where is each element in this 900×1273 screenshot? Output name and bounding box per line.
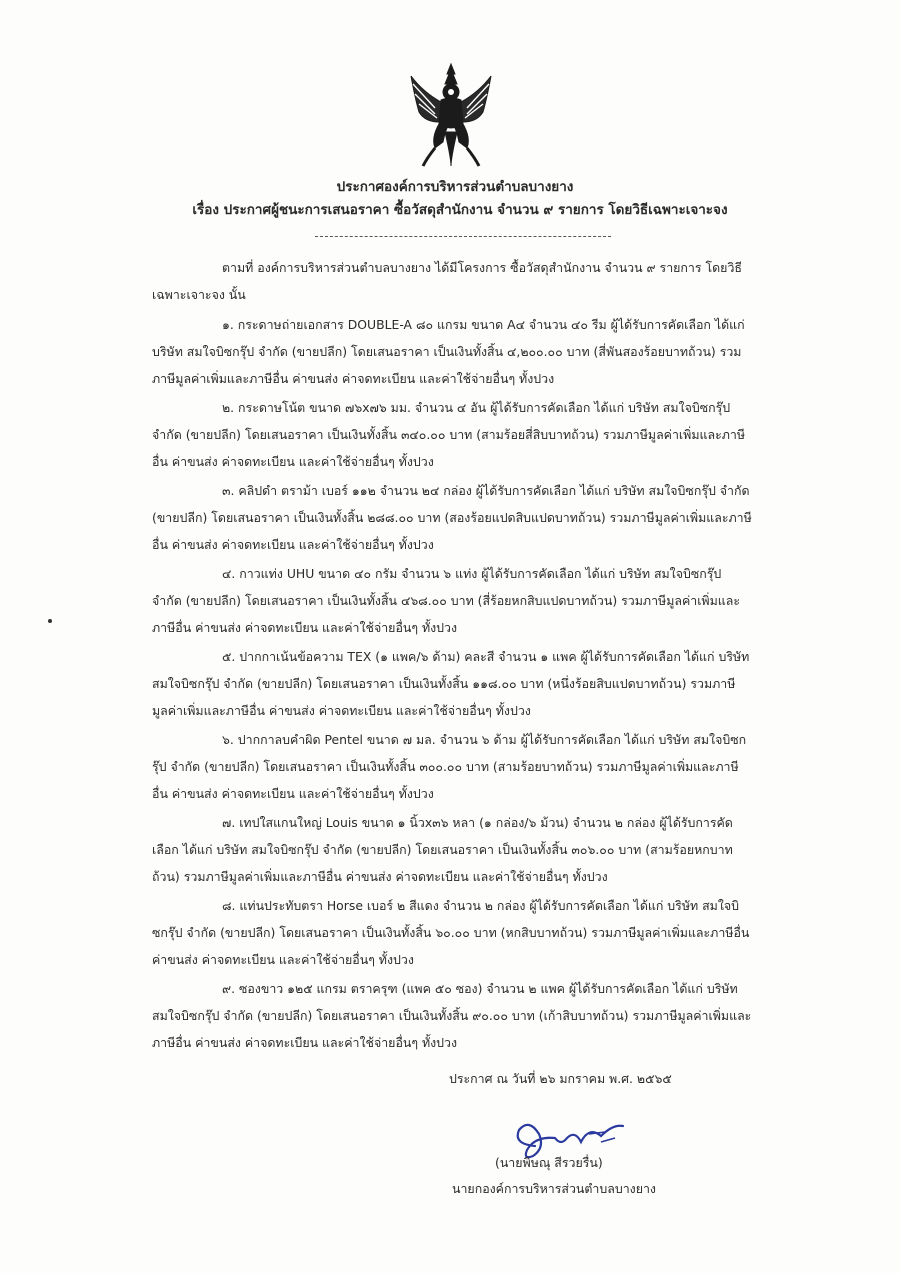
- document-body: [152, 254, 752, 1058]
- item-paragraph: ๘. แท่นประทับตรา Horse เบอร์ ๒ สีแดง จำนวน ๒ กล่อง ผู้ได้รับการคัดเลือก ได้แก่ บริษัท สมใจบิซกรุ๊ป จำกัด (ขายปลีก) โดยเสนอราคา เป็นเงินทั้งสิ้น ๖๐.๐๐ บาท (หกสิบบาทถ้วน) รวมภาษีมูลค่าเพิ่มและภาษีอื่น ค่าขนส่ง ค่าจดทะเบียน และค่าใช้จ่ายอื่นๆ ทั้งปวง: [152, 898, 750, 967]
- item-paragraph: ๕. ปากกาเน้นข้อความ TEX (๑ แพค/๖ ด้าม) คละสี จำนวน ๑ แพค ผู้ได้รับการคัดเลือก ได้แก่ บริษัท สมใจบิซกรุ๊ป จำกัด (ขายปลีก) โดยเสนอราคา เป็นเงินทั้งสิ้น ๑๑๘.๐๐ บาท (หนึ่งร้อยสิบแปดบาทถ้วน) รวมภาษีมูลค่าเพิ่มและภาษีอื่น ค่าขนส่ง ค่าจดทะเบียน และค่าใช้จ่ายอื่นๆ ทั้งปวง: [152, 649, 750, 718]
- item-paragraph: ๗. เทปใสแกนใหญ่ Louis ขนาด ๑ นิ้วx๓๖ หลา (๑ กล่อง/๖ ม้วน) จำนวน ๒ กล่อง ผู้ได้รับการคัดเลือก ได้แก่ บริษัท สมใจบิซกรุ๊ป จำกัด (ขายปลีก) โดยเสนอราคา เป็นเงินทั้งสิ้น ๓๐๖.๐๐ บาท (สามร้อยหกบาทถ้วน) รวมภาษีมูลค่าเพิ่มและภาษีอื่น ค่าขนส่ง ค่าจดทะเบียน และค่าใช้จ่ายอื่นๆ ทั้งปวง: [152, 815, 733, 884]
- garuda-emblem-icon: [405, 62, 497, 170]
- announcement-org-title: ประกาศองค์การบริหารส่วนตำบลบางยาง: [336, 179, 574, 195]
- intro-paragraph: ตามที่ องค์การบริหารส่วนตำบลบางยาง ได้มีโครงการ ซื้อวัสดุสำนักงาน จำนวน ๙ รายการ โดยวิธีเฉพาะเจาะจง นั้น: [152, 260, 742, 302]
- announcement-date: ประกาศ ณ วันที่ ๒๖ มกราคม พ.ศ. ๒๕๖๕: [449, 1071, 672, 1086]
- item-paragraph: ๓. คลิปดำ ตราม้า เบอร์ ๑๑๒ จำนวน ๒๔ กล่อง ผู้ได้รับการคัดเลือก ได้แก่ บริษัท สมใจบิซกรุ๊ป จำกัด (ขายปลีก) โดยเสนอราคา เป็นเงินทั้งสิ้น ๒๘๘.๐๐ บาท (สองร้อยแปดสิบแปดบาทถ้วน) รวมภาษีมูลค่าเพิ่มและภาษีอื่น ค่าขนส่ง ค่าจดทะเบียน และค่าใช้จ่ายอื่นๆ ทั้งปวง: [152, 483, 752, 552]
- header-divider: [315, 236, 611, 237]
- item-paragraph: ๖. ปากกาลบคำผิด Pentel ขนาด ๗ มล. จำนวน ๖ ด้าม ผู้ได้รับการคัดเลือก ได้แก่ บริษัท สมใจบิซกรุ๊ป จำกัด (ขายปลีก) โดยเสนอราคา เป็นเงินทั้งสิ้น ๓๐๐.๐๐ บาท (สามร้อยบาทถ้วน) รวมภาษีมูลค่าเพิ่มและภาษีอื่น ค่าขนส่ง ค่าจดทะเบียน และค่าใช้จ่ายอื่นๆ ทั้งปวง: [152, 732, 747, 801]
- item-paragraph: ๔. กาวแท่ง UHU ขนาด ๔๐ กรัม จำนวน ๖ แท่ง ผู้ได้รับการคัดเลือก ได้แก่ บริษัท สมใจบิซกรุ๊ป จำกัด (ขายปลีก) โดยเสนอราคา เป็นเงินทั้งสิ้น ๔๖๘.๐๐ บาท (สี่ร้อยหกสิบแปดบาทถ้วน) รวมภาษีมูลค่าเพิ่มและภาษีอื่น ค่าขนส่ง ค่าจดทะเบียน และค่าใช้จ่ายอื่นๆ ทั้งปวง: [152, 566, 741, 635]
- item-paragraph: ๒. กระดาษโน้ต ขนาด ๗๖x๗๖ มม. จำนวน ๔ อัน ผู้ได้รับการคัดเลือก ได้แก่ บริษัท สมใจบิซกรุ๊ป จำกัด (ขายปลีก) โดยเสนอราคา เป็นเงินทั้งสิ้น ๓๔๐.๐๐ บาท (สามร้อยสี่สิบบาทถ้วน) รวมภาษีมูลค่าเพิ่มและภาษีอื่น ค่าขนส่ง ค่าจดทะเบียน และค่าใช้จ่ายอื่นๆ ทั้งปวง: [152, 400, 746, 469]
- item-paragraph: ๑. กระดาษถ่ายเอกสาร DOUBLE-A ๘๐ แกรม ขนาด A๔ จำนวน ๔๐ รีม ผู้ได้รับการคัดเลือก ได้แก่ บริษัท สมใจบิซกรุ๊ป จำกัด (ขายปลีก) โดยเสนอราคา เป็นเงินทั้งสิ้น ๔,๒๐๐.๐๐ บาท (สี่พันสองร้อยบาทถ้วน) รวมภาษีมูลค่าเพิ่มและภาษีอื่น ค่าขนส่ง ค่าจดทะเบียน และค่าใช้จ่ายอื่นๆ ทั้งปวง: [152, 317, 745, 386]
- signer-name: (นายพิษณุ สีรวยรื่น): [495, 1155, 603, 1170]
- scan-speck: [48, 619, 52, 623]
- signer-title: นายกองค์การบริหารส่วนตำบลบางยาง: [452, 1181, 656, 1196]
- announcement-subject: เรื่อง ประกาศผู้ชนะการเสนอราคา ซื้อวัสดุสำนักงาน จำนวน ๙ รายการ โดยวิธีเฉพาะเจาะจง: [192, 202, 728, 218]
- document-header: [0, 176, 900, 222]
- item-paragraph: ๙. ซองขาว ๑๒๕ แกรม ตราครุฑ (แพค ๕๐ ซอง) จำนวน ๒ แพค ผู้ได้รับการคัดเลือก ได้แก่ บริษัท สมใจบิซกรุ๊ป จำกัด (ขายปลีก) โดยเสนอราคา เป็นเงินทั้งสิ้น ๙๐.๐๐ บาท (เก้าสิบบาทถ้วน) รวมภาษีมูลค่าเพิ่มและภาษีอื่น ค่าขนส่ง ค่าจดทะเบียน และค่าใช้จ่ายอื่นๆ ทั้งปวง: [152, 981, 752, 1050]
